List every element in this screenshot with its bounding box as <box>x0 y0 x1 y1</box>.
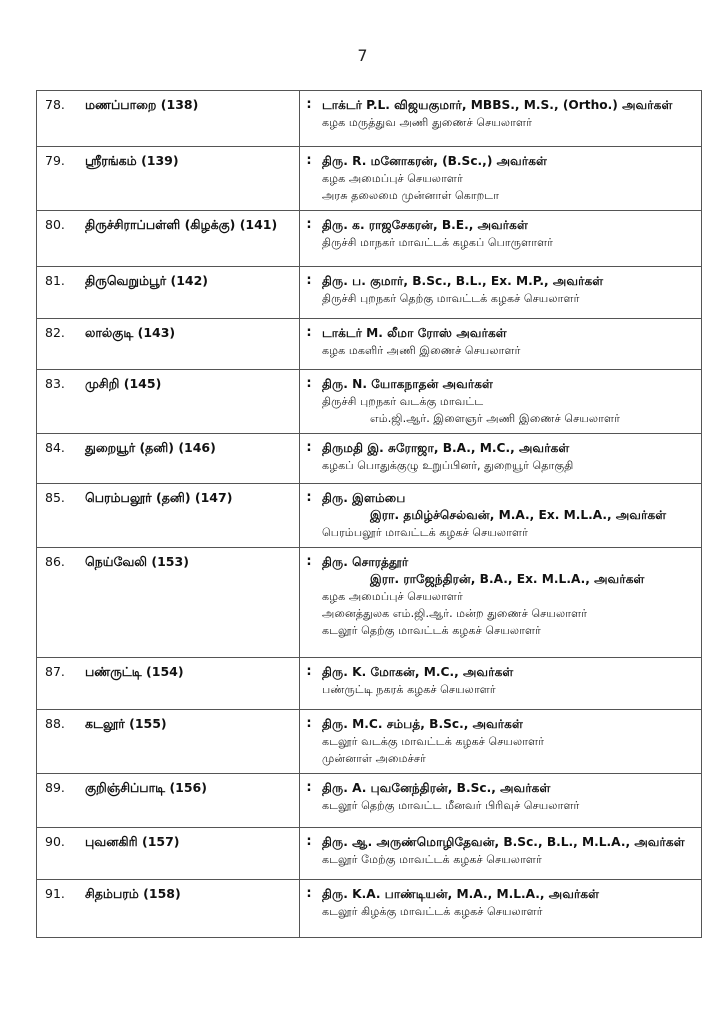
candidate-designation: கழக மகளிர் அணி இணைச் செயலாளர் <box>322 344 521 357</box>
candidate-designation: அனைத்துலக எம்.ஜி.ஆர். மன்ற துணைச் செயலாளர் <box>322 607 588 620</box>
candidate-designation: கடலூர் தெற்கு மாவட்டக் கழகச் செயலாளர் <box>322 624 541 637</box>
serial-number: 89. <box>37 774 86 828</box>
candidate-name: திரு. A. புவனேந்திரன், B.Sc., அவர்கள் <box>322 781 551 795</box>
candidate-details <box>318 319 702 370</box>
candidate-name: திரு. N. யோகநாதன் அவர்கள் <box>322 377 494 391</box>
candidate-designation: கடலூர் வடக்கு மாவட்டக் கழகச் செயலாளர் <box>322 735 545 748</box>
candidate-name: திரு. R. மனோகரன், (B.Sc.,) அவர்கள் <box>322 154 547 168</box>
constituency-name: முசிறி (145) <box>85 370 300 434</box>
serial-number: 88. <box>37 710 86 774</box>
candidate-details <box>318 658 702 710</box>
candidate-name: திரு. இளம்பை <box>322 491 406 505</box>
serial-number: 78. <box>37 91 86 147</box>
candidate-details <box>318 147 702 211</box>
candidate-name: திரு. சொரத்தூர் <box>322 555 409 569</box>
table-row <box>37 880 702 938</box>
constituency-name: ஸ்ரீரங்கம் (139) <box>85 147 300 211</box>
constituency-name: மணப்பாறை (138) <box>85 91 300 147</box>
candidate-details <box>318 828 702 880</box>
table-row <box>37 267 702 319</box>
candidate-designation: கடலூர் மேற்கு மாவட்டக் கழகச் செயலாளர் <box>322 853 542 866</box>
constituency-name: பண்ருட்டி (154) <box>85 658 300 710</box>
serial-number: 86. <box>37 548 86 658</box>
candidate-details <box>318 434 702 484</box>
colon-separator: : <box>300 434 319 484</box>
colon-separator: : <box>300 211 319 267</box>
colon-separator: : <box>300 319 319 370</box>
candidate-name: டாக்டர் P.L. விஜயகுமார், MBBS., M.S., (Ortho.) அவர்கள் <box>322 98 673 112</box>
candidate-details <box>318 267 702 319</box>
candidate-details <box>318 484 702 548</box>
table-row <box>37 484 702 548</box>
serial-number: 85. <box>37 484 86 548</box>
candidate-name: திரு. K. மோகன், M.C., அவர்கள் <box>322 665 514 679</box>
constituency-name: சிதம்பரம் (158) <box>85 880 300 938</box>
table-row <box>37 319 702 370</box>
candidate-details <box>318 91 702 147</box>
candidate-designation: கழக மருத்துவ அணி துணைச் செயலாளர் <box>322 116 532 129</box>
candidate-designation: பெரம்பலூர் மாவட்டக் கழகச் செயலாளர் <box>322 526 528 539</box>
table-row <box>37 828 702 880</box>
constituency-name: லால்குடி (143) <box>85 319 300 370</box>
colon-separator: : <box>300 267 319 319</box>
candidate-name-continued: இரா. தமிழ்ச்செல்வன், M.A., Ex. M.L.A., அவர்கள் <box>370 508 667 522</box>
serial-number: 81. <box>37 267 86 319</box>
candidate-designation: கடலூர் தெற்கு மாவட்ட மீனவர் பிரிவுச் செயலாளர் <box>322 799 580 812</box>
candidate-details <box>318 880 702 938</box>
candidate-name: டாக்டர் M. லீமா ரோஸ் அவர்கள் <box>322 326 507 340</box>
colon-separator: : <box>300 658 319 710</box>
serial-number: 90. <box>37 828 86 880</box>
page-number: 7 <box>357 46 368 65</box>
serial-number: 82. <box>37 319 86 370</box>
constituency-name: துறையூர் (தனி) (146) <box>85 434 300 484</box>
candidate-designation: பண்ருட்டி நகரக் கழகச் செயலாளர் <box>322 683 496 696</box>
colon-separator: : <box>300 880 319 938</box>
candidate-details <box>318 548 702 658</box>
colon-separator: : <box>300 774 319 828</box>
candidate-designation: கடலூர் கிழக்கு மாவட்டக் கழகச் செயலாளர் <box>322 905 543 918</box>
candidate-details <box>318 370 702 434</box>
candidate-name: திரு. ப. குமார், B.Sc., B.L., Ex. M.P., அவர்கள் <box>322 274 604 288</box>
serial-number: 80. <box>37 211 86 267</box>
candidate-name: திரு. க. ராஜசேகரன், B.E., அவர்கள் <box>322 218 528 232</box>
table-row <box>37 211 702 267</box>
candidate-designation: அரசு தலைமை முன்னாள் கொறடா <box>322 189 500 202</box>
colon-separator: : <box>300 484 319 548</box>
serial-number: 87. <box>37 658 86 710</box>
candidate-details <box>318 211 702 267</box>
serial-number: 79. <box>37 147 86 211</box>
constituency-name: நெய்வேலி (153) <box>85 548 300 658</box>
colon-separator: : <box>300 370 319 434</box>
serial-number: 91. <box>37 880 86 938</box>
table-row <box>37 774 702 828</box>
candidate-name-continued: இரா. ராஜேந்திரன், B.A., Ex. M.L.A., அவர்கள் <box>370 572 645 586</box>
constituency-name: திருவெறும்பூர் (142) <box>85 267 300 319</box>
serial-number: 83. <box>37 370 86 434</box>
table-row <box>37 91 702 147</box>
colon-separator: : <box>300 548 319 658</box>
table-row <box>37 548 702 658</box>
candidate-designation: எம்.ஜி.ஆர். இளைஞர் அணி இணைச் செயலாளர் <box>370 412 620 425</box>
constituency-name: குறிஞ்சிப்பாடி (156) <box>85 774 300 828</box>
colon-separator: : <box>300 147 319 211</box>
table-row <box>37 147 702 211</box>
table-row <box>37 434 702 484</box>
candidate-designation: கழகப் பொதுக்குழு உறுப்பினர், துறையூர் தொகுதி <box>322 459 574 472</box>
candidate-designation: திருச்சி புறநகர் வடக்கு மாவட்ட <box>322 395 484 408</box>
constituency-name: திருச்சிராப்பள்ளி (கிழக்கு) (141) <box>85 211 300 267</box>
table-row <box>37 710 702 774</box>
serial-number: 84. <box>37 434 86 484</box>
candidate-name: திரு. M.C. சம்பத், B.Sc., அவர்கள் <box>322 717 523 731</box>
candidate-name: திருமதி இ. சுரோஜா, B.A., M.C., அவர்கள் <box>322 441 570 455</box>
table-row <box>37 658 702 710</box>
candidate-details <box>318 774 702 828</box>
colon-separator: : <box>300 91 319 147</box>
candidate-designation: திருச்சி மாநகர் மாவட்டக் கழகப் பொருளாளர் <box>322 236 554 249</box>
candidate-designation: முன்னாள் அமைச்சர் <box>322 752 426 765</box>
constituency-name: புவனகிரி (157) <box>85 828 300 880</box>
candidate-name: திரு. K.A. பாண்டியன், M.A., M.L.A., அவர்கள் <box>322 887 600 901</box>
candidate-rows <box>37 91 702 938</box>
candidate-designation: கழக அமைப்புச் செயலாளர் <box>322 172 463 185</box>
candidate-table <box>36 90 702 938</box>
colon-separator: : <box>300 828 319 880</box>
colon-separator: : <box>300 710 319 774</box>
candidate-designation: கழக அமைப்புச் செயலாளர் <box>322 590 463 603</box>
candidate-designation: திருச்சி புறநகர் தெற்கு மாவட்டக் கழகச் செயலாளர் <box>322 292 580 305</box>
candidate-details <box>318 710 702 774</box>
constituency-name: பெரம்பலூர் (தனி) (147) <box>85 484 300 548</box>
table-row <box>37 370 702 434</box>
candidate-name: திரு. ஆ. அருண்மொழிதேவன், B.Sc., B.L., M.L.A., அவர்கள் <box>322 835 685 849</box>
constituency-name: கடலூர் (155) <box>85 710 300 774</box>
